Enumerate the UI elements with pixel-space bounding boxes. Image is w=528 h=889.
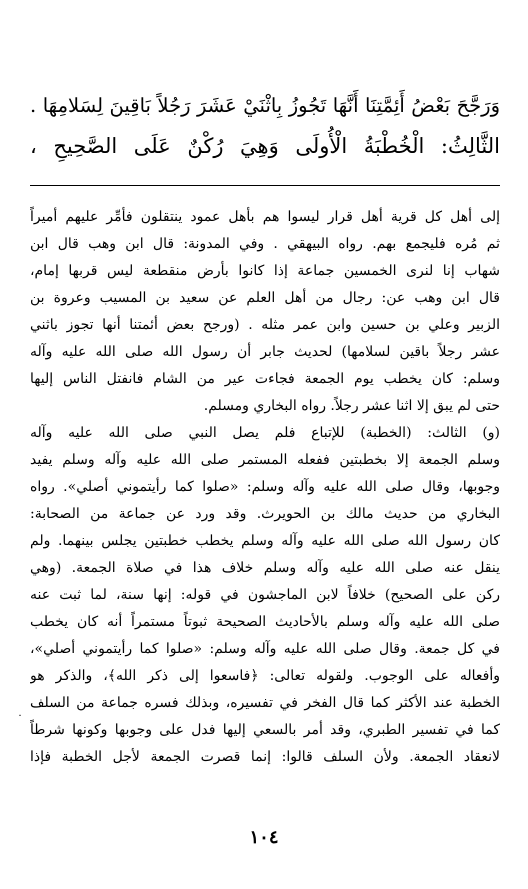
- sharh-line: وأفعاله على الوجوب. ولقوله تعالى: ﴿فاسعوا إلى ذكر الله﴾، والذكر هو: [30, 668, 500, 684]
- sharh-line: وجوبها، وقال صلى الله عليه وآله وسلم: «صلوا كما رأيتموني أصلي». رواه: [30, 479, 500, 495]
- sharh-line: شهاب إنا لنرى الخمسين جماعة إذا كانوا بأرض منقطعة ليس قربها إمام،: [30, 263, 500, 279]
- sharh-line: قال ابن وهب عن: رجال من أهل العلم عن سعيد بن المسيب وعروة بن: [30, 290, 500, 306]
- page-number: ١٠٤: [249, 827, 279, 848]
- sharh-line: عشر رجلاً باقين لسلامها) لحديث جابر أن رسول الله صلى الله عليه وآله: [30, 344, 500, 360]
- sharh-line: ينقل عنه صلى الله عليه وآله وسلم خلاف هذا في صلاة الجمعة. (وهي: [30, 560, 500, 576]
- sharh-text: [30, 204, 500, 771]
- matn-line: الثَّالِثُ: الْخُطْبَةُ الْأُولَى وَهِيَ رُكْنٌ عَلَى الصَّحِيحِ ،: [30, 134, 500, 158]
- sharh-line: الخطبة عند الأكثر كما قال الفخر في تفسيره، وبذلك فسره جماعة من السلف: [30, 695, 500, 711]
- sharh-line: لانعقاد الجمعة. ولأن السلف قالوا: إنما قصرت الجمعة لأجل الخطبة فإذا: [30, 749, 500, 765]
- sharh-line: ركن على الصحيح) خلافاً لابن الماجشون في قوله: إنها سنة، لما ثبت عنه: [30, 587, 500, 603]
- sharh-line: صلى الله عليه وآله وسلم بالأحاديث الصحيحة ثبوتاً مستمراً أنه كان يخطب: [30, 614, 500, 630]
- matn-sharh-divider: [30, 185, 500, 186]
- matn-text: [30, 86, 500, 166]
- sharh-line: في كل جمعة. وقال صلى الله عليه وآله وسلم: «صلوا كما رأيتموني أصلي»،: [30, 641, 500, 657]
- sharh-line: (و) الثالث: (الخطبة) للإتباع فلم يصل النبي صلى الله عليه وآله: [30, 425, 500, 441]
- sharh-line: البخاري من حديث مالك بن الحويرث. وقد ورد عن جماعة من الصحابة:: [30, 506, 500, 522]
- sharh-line: إلى أهل كل قرية أهل قرار ليسوا هم بأهل عمود ينتقلون فأمِّر عليهم أميراً: [30, 209, 500, 225]
- sharh-line: حتى لم يبق إلا اثنا عشر رجلاً. رواه البخاري ومسلم.: [203, 398, 500, 414]
- sharh-line: وسلم الجمعة إلا بخطبتين ففعله المستمر صلى الله عليه وآله وسلم يفيد: [30, 452, 500, 468]
- sharh-line: ثم مُره فليجمع بهم. رواه البيهقي . وفي المدونة: قال ابن وهب قال ابن: [30, 236, 500, 252]
- sharh-line: كان رسول الله صلى الله عليه وآله وسلم يخطب خطبتين يجلس بينهما. ولم: [30, 533, 500, 549]
- margin-tick-mark: ˙: [17, 713, 23, 727]
- sharh-line: وسلم: كان يخطب يوم الجمعة فجاءت عير من الشام فانفتل الناس إليها: [30, 371, 500, 387]
- matn-line: وَرَجَّحَ بَعْضُ أَئِمَّتِنَا أَنَّهَا تَجُوزُ بِاثْنَيْ عَشَرَ رَجُلاً بَاقِينَ لِسَلامِهَا .: [30, 94, 500, 117]
- sharh-line: كما في تفسير الطبري، وقد أمر بالسعي إليها فدل على وجوبها وكونها شرطاً: [30, 722, 500, 738]
- sharh-line: الزبير وعلي بن حسين وابن عمر مثله . (ورجح بعض أئمتنا أنها تجوز باثني: [30, 317, 500, 333]
